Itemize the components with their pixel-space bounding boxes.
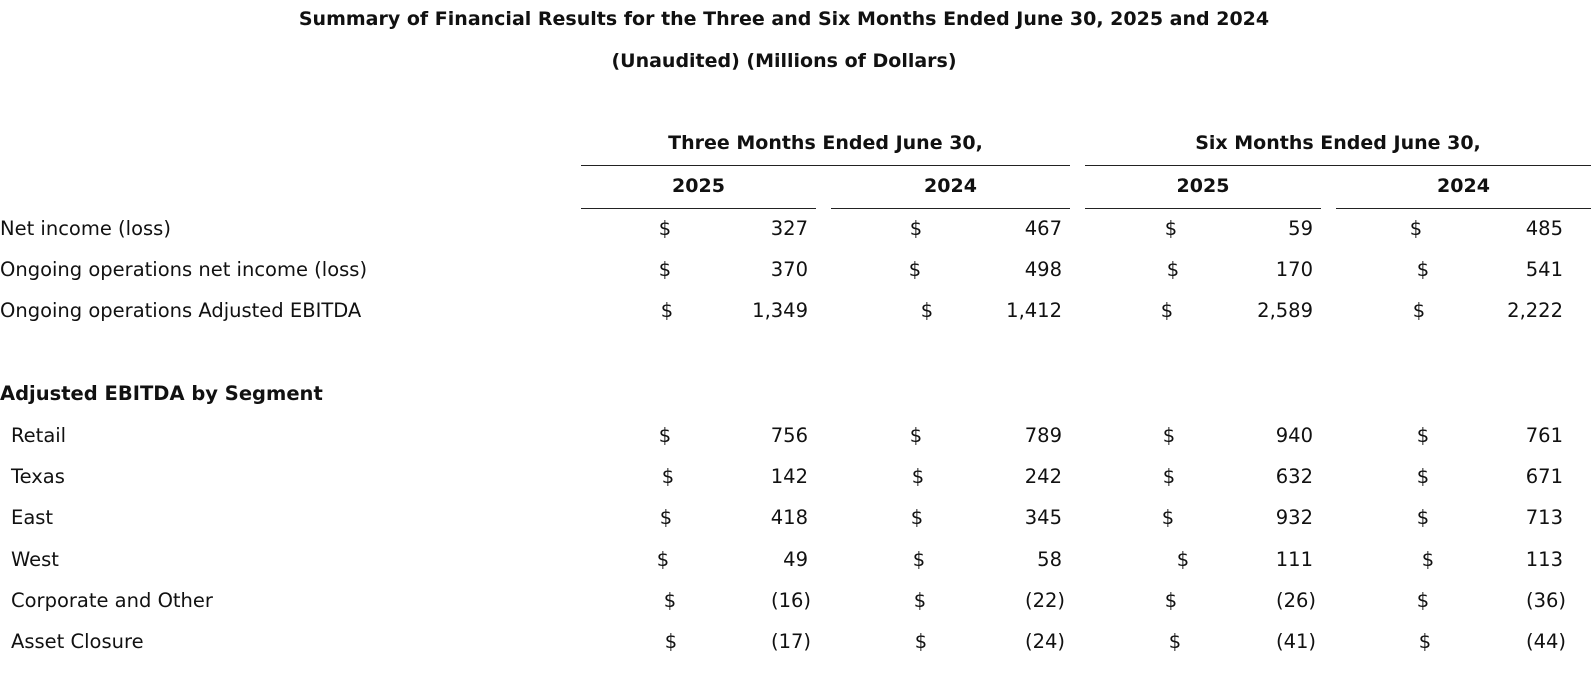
currency-symbol: $ [1166, 258, 1180, 281]
year-header-three-2025: 2025 [672, 175, 725, 197]
currency-symbol: $ [910, 506, 924, 529]
value-three-2024: 242 [1024, 465, 1062, 488]
value-three-2024: (24) [1024, 630, 1065, 653]
value-six-2024: 713 [1525, 506, 1563, 529]
value-three-2025: 370 [770, 258, 808, 281]
value-three-2025: 418 [770, 506, 808, 529]
value-six-2025: 2,589 [1257, 299, 1313, 322]
year-rule [1336, 208, 1591, 209]
row-label: West [11, 548, 59, 571]
value-six-2024: 671 [1525, 465, 1563, 488]
currency-symbol: $ [1168, 630, 1182, 653]
row-label: Texas [11, 465, 65, 488]
value-six-2024: (36) [1525, 589, 1566, 612]
table-row [0, 589, 1591, 619]
value-six-2025: 111 [1275, 548, 1313, 571]
row-label: Asset Closure [11, 630, 144, 653]
currency-symbol: $ [1164, 589, 1178, 612]
value-six-2025: 59 [1288, 217, 1313, 240]
currency-symbol: $ [1162, 424, 1176, 447]
segment-section-title: Adjusted EBITDA by Segment [0, 382, 323, 405]
value-three-2025: (16) [770, 589, 811, 612]
currency-symbol: $ [661, 465, 675, 488]
table-row [0, 217, 1591, 247]
six-months-rule [1085, 165, 1591, 166]
value-six-2024: 761 [1525, 424, 1563, 447]
currency-symbol: $ [1416, 258, 1430, 281]
value-three-2024: (22) [1024, 589, 1065, 612]
value-six-2024: 485 [1525, 217, 1563, 240]
report-title: Summary of Financial Results for the Three and Six Months Ended June 30, 2025 and 2024 [298, 8, 1270, 30]
row-label: Corporate and Other [11, 589, 213, 612]
value-three-2024: 58 [1037, 548, 1062, 571]
value-three-2025: 1,349 [752, 299, 808, 322]
currency-symbol: $ [658, 217, 672, 240]
currency-symbol: $ [1176, 548, 1190, 571]
row-label: Net income (loss) [0, 217, 171, 240]
value-three-2025: 327 [770, 217, 808, 240]
table-row [0, 258, 1591, 288]
currency-symbol: $ [1412, 299, 1426, 322]
report-subtitle: (Unaudited) (Millions of Dollars) [611, 50, 957, 72]
currency-symbol: $ [1421, 548, 1435, 571]
currency-symbol: $ [1409, 217, 1423, 240]
currency-symbol: $ [1416, 589, 1430, 612]
value-three-2025: 49 [783, 548, 808, 571]
row-label: Retail [11, 424, 67, 447]
value-six-2025: (26) [1275, 589, 1316, 612]
year-header-six-2025: 2025 [1176, 175, 1230, 197]
row-label: Ongoing operations Adjusted EBITDA [0, 299, 362, 322]
currency-symbol: $ [664, 630, 678, 653]
table-row [0, 548, 1591, 578]
currency-symbol: $ [658, 258, 672, 281]
row-label: Ongoing operations net income (loss) [0, 258, 368, 281]
currency-symbol: $ [920, 299, 934, 322]
currency-symbol: $ [913, 589, 927, 612]
currency-symbol: $ [1418, 630, 1432, 653]
currency-symbol: $ [908, 258, 922, 281]
value-six-2024: 541 [1525, 258, 1563, 281]
currency-symbol: $ [660, 299, 674, 322]
value-three-2024: 345 [1024, 506, 1062, 529]
table-row [0, 299, 1591, 329]
table-row [0, 424, 1591, 454]
value-six-2024: 113 [1525, 548, 1563, 571]
currency-symbol: $ [909, 217, 923, 240]
currency-symbol: $ [912, 548, 926, 571]
currency-symbol: $ [911, 465, 925, 488]
currency-symbol: $ [656, 548, 670, 571]
segment-section-row [0, 382, 1591, 412]
value-three-2024: 1,412 [1006, 299, 1062, 322]
currency-symbol: $ [1164, 217, 1178, 240]
value-three-2025: 142 [770, 465, 808, 488]
value-six-2025: 632 [1275, 465, 1313, 488]
currency-symbol: $ [1160, 299, 1174, 322]
currency-symbol: $ [1161, 506, 1175, 529]
three-months-header: Three Months Ended June 30, [668, 132, 983, 154]
table-row [0, 630, 1591, 660]
three-months-rule [581, 165, 1070, 166]
value-six-2025: (41) [1275, 630, 1316, 653]
value-three-2024: 789 [1024, 424, 1062, 447]
table-row [0, 506, 1591, 536]
value-six-2025: 940 [1275, 424, 1313, 447]
value-three-2024: 498 [1024, 258, 1062, 281]
six-months-header: Six Months Ended June 30, [1195, 132, 1481, 154]
currency-symbol: $ [909, 424, 923, 447]
value-six-2024: (44) [1525, 630, 1566, 653]
currency-symbol: $ [914, 630, 928, 653]
value-three-2024: 467 [1024, 217, 1062, 240]
currency-symbol: $ [1416, 506, 1430, 529]
year-rule [831, 208, 1070, 209]
currency-symbol: $ [659, 506, 673, 529]
value-three-2025: 756 [770, 424, 808, 447]
value-six-2025: 932 [1275, 506, 1313, 529]
row-label: East [11, 506, 54, 529]
year-header-three-2024: 2024 [924, 175, 977, 197]
currency-symbol: $ [658, 424, 672, 447]
currency-symbol: $ [1416, 465, 1430, 488]
value-six-2024: 2,222 [1507, 299, 1563, 322]
currency-symbol: $ [1416, 424, 1430, 447]
year-header-six-2024: 2024 [1437, 175, 1490, 197]
year-rule [1085, 208, 1321, 209]
currency-symbol: $ [663, 589, 677, 612]
year-rule [581, 208, 816, 209]
table-row [0, 465, 1591, 495]
value-three-2025: (17) [770, 630, 811, 653]
value-six-2025: 170 [1275, 258, 1313, 281]
currency-symbol: $ [1162, 465, 1176, 488]
